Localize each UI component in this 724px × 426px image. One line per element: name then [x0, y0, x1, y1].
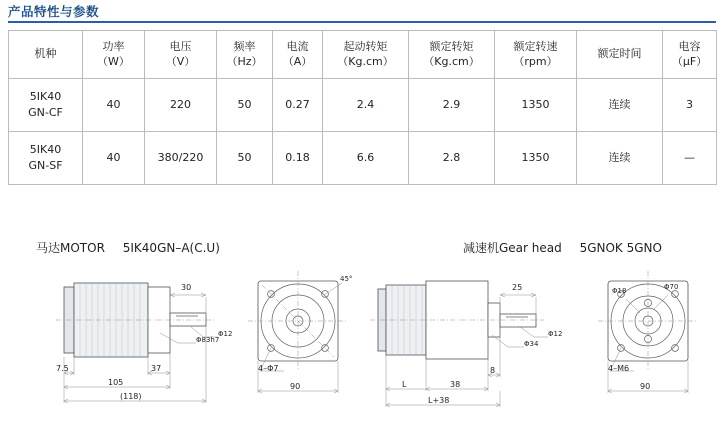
- gearhead-drawing-caption: [463, 239, 662, 256]
- cell-capacitor: —: [663, 132, 717, 185]
- technical-drawings: [0, 225, 724, 425]
- gearhead-dim-phi70: Φ70: [664, 283, 679, 291]
- motor-dim-30: 30: [181, 283, 192, 292]
- column-header-power: 功率 （W）: [83, 31, 145, 79]
- gearhead-dim-8: 8: [490, 366, 496, 375]
- cell-starting-torque: 2.4: [323, 79, 409, 132]
- motor-dim-37: 37: [151, 364, 162, 373]
- section-header: [8, 2, 716, 24]
- cell-rated-speed: 1350: [495, 132, 577, 185]
- motor-dim-90: 90: [290, 382, 301, 391]
- column-header-capacitor: 电容 （μF）: [663, 31, 717, 79]
- gearhead-dim-phi34: Φ34: [524, 340, 539, 348]
- gearhead-dim-phi18: Φ18: [612, 287, 627, 295]
- page-title: 产品特性与参数: [8, 4, 100, 19]
- cell-rated-time: 连续: [577, 79, 663, 132]
- section-divider: [8, 21, 716, 23]
- gearhead-dim-L38: L+38: [428, 396, 450, 405]
- cell-rated-speed: 1350: [495, 79, 577, 132]
- gearhead-caption-label: 减速机Gear head: [463, 241, 562, 255]
- cell-model: 5IK40 GN-CF: [9, 79, 83, 132]
- cell-capacitor: 3: [663, 79, 717, 132]
- table-row: [9, 132, 717, 185]
- motor-drawing-caption: [36, 239, 220, 256]
- motor-model-label: 5IK40GN–A(C.U): [122, 241, 220, 255]
- cell-starting-torque: 6.6: [323, 132, 409, 185]
- motor-dim-angle: 45°: [340, 275, 353, 283]
- column-header-voltage: 电压 （V）: [145, 31, 217, 79]
- gearhead-dim-25: 25: [512, 283, 523, 292]
- column-header-current: 电流 （A）: [273, 31, 323, 79]
- column-header-rated-speed: 额定转速 （rpm）: [495, 31, 577, 79]
- motor-dim-118: (118): [120, 392, 142, 401]
- gearhead-dim-holes: 4–M6: [608, 364, 630, 373]
- cell-current: 0.27: [273, 79, 323, 132]
- motor-dim-phi83: Φ83h7: [196, 336, 220, 344]
- gearhead-dim-phi12: Φ12: [548, 330, 563, 338]
- cell-rated-torque: 2.8: [409, 132, 495, 185]
- motor-dim-holes: 4–Φ7: [258, 364, 279, 373]
- cell-power: 40: [83, 79, 145, 132]
- motor-dim-phi12: Φ12: [218, 330, 233, 338]
- gearhead-dim-L: L: [402, 380, 407, 389]
- column-header-starting-torque: 起动转矩 （Kg.cm）: [323, 31, 409, 79]
- motor-dim-7-5: 7.5: [56, 364, 69, 373]
- column-header-rated-time: 额定时间: [577, 31, 663, 79]
- gearhead-dim-38: 38: [450, 380, 461, 389]
- table-header-row: [9, 31, 717, 79]
- specification-table: [8, 30, 717, 185]
- cell-rated-time: 连续: [577, 132, 663, 185]
- cell-current: 0.18: [273, 132, 323, 185]
- cell-frequency: 50: [217, 79, 273, 132]
- column-header-frequency: 频率 （Hz）: [217, 31, 273, 79]
- cell-model: 5IK40 GN-SF: [9, 132, 83, 185]
- cell-rated-torque: 2.9: [409, 79, 495, 132]
- cell-voltage: 380/220: [145, 132, 217, 185]
- motor-caption-label: 马达MOTOR: [36, 241, 105, 255]
- column-header-model: 机种: [9, 31, 83, 79]
- cell-power: 40: [83, 132, 145, 185]
- cell-frequency: 50: [217, 132, 273, 185]
- table-row: [9, 79, 717, 132]
- gearhead-dim-90: 90: [640, 382, 651, 391]
- cell-voltage: 220: [145, 79, 217, 132]
- motor-dim-105: 105: [108, 378, 124, 387]
- gearhead-model-label: 5GNOK 5GNO: [579, 241, 662, 255]
- column-header-rated-torque: 额定转矩 （Kg.cm）: [409, 31, 495, 79]
